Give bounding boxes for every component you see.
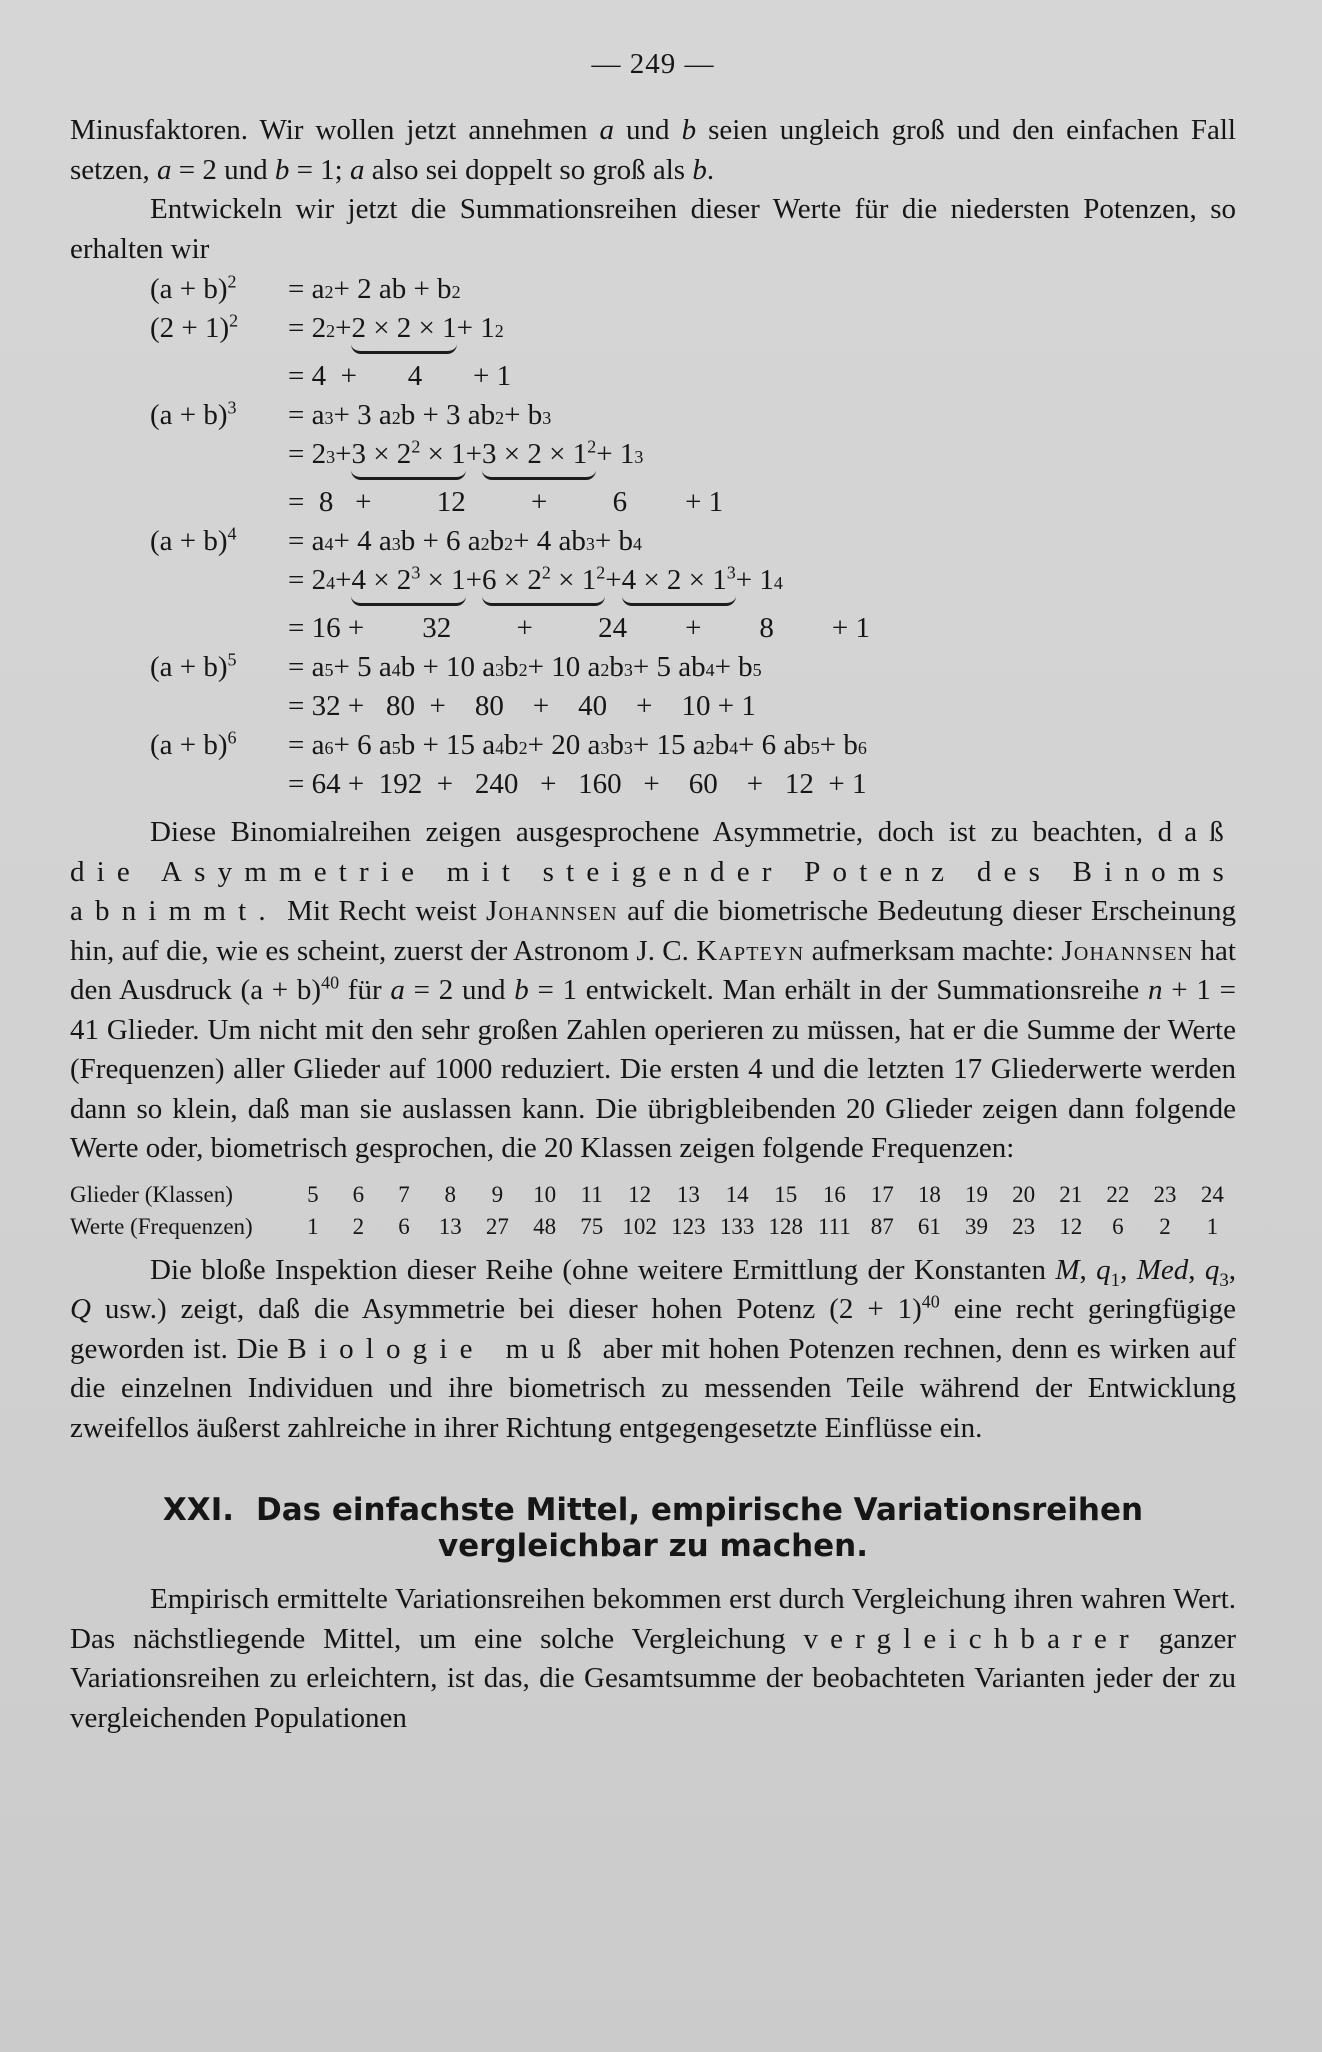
equation-row: [70, 525, 1236, 564]
paragraph-summation: Entwickeln wir jetzt die Summationsreihen dieser Werte für die niedersten Potenzen, so erhalten wir: [70, 193, 1236, 265]
class-number: 7: [398, 1181, 410, 1207]
class-number: 16: [822, 1181, 846, 1207]
equation-row: [70, 438, 1236, 486]
class-number: 8: [444, 1181, 457, 1207]
frequency-value: 123: [671, 1213, 706, 1239]
equation-rhs: = a 3 + 3 a 2 b + 3 ab 2 + b 3: [288, 399, 552, 431]
class-number: 6: [352, 1181, 365, 1207]
equation-row: [70, 486, 1236, 525]
equation-rhs: = 2 4 + $4 \times 2^3 \times 1$ + $6 \times 2^2 \times 1^2$ + $4 \times 2 \times 1^3$ + 1 4: [288, 564, 783, 606]
frequency-value: 48: [533, 1213, 557, 1239]
class-number: 17: [870, 1181, 894, 1207]
equation-lhs-exponent: 6: [227, 727, 237, 748]
equation-rhs: = a 6 + 6 a 5 b + 15 a 4 b 2 + 20 a 3 b 3 + 15 a 2 b 4 + 6 ab 5 + b 6: [288, 729, 867, 761]
table-row-frequencies: [70, 1211, 1236, 1243]
frequency-value: 111: [818, 1213, 851, 1239]
equation-rhs: = a 4 + 4 a 3 b + 6 a 2 b 2 + 4 ab 3 + b 4: [288, 525, 642, 557]
frequency-table: [70, 1179, 1236, 1243]
frequency-value: 39: [964, 1213, 988, 1239]
equation-lhs: [70, 651, 288, 684]
frequency-value: 61: [917, 1213, 941, 1239]
class-number: 24: [1200, 1181, 1224, 1207]
frequency-value: 133: [719, 1213, 755, 1239]
table-row-classes: [70, 1179, 1236, 1211]
class-number: 19: [964, 1181, 988, 1207]
equation-lhs-exponent: 2: [227, 271, 237, 292]
equation-row: [70, 399, 1236, 438]
equation-lhs-exponent: 4: [227, 523, 237, 544]
paragraph-inspection: Die bloße Inspektion dieser Reihe (ohne weitere Ermittlung der Konstanten M, $q_1$, Med, $q_3$, Q usw.) zeigt, daß die Asymmetrie bei dieser hohen Potenz $(2 + 1)^{40}$ eine recht geringfügige geworden ist. Die Biologie muß aber mit hohen Potenzen rechnen, denn es wirken auf die einzelnen Individuen und ihre biometrisch zu messenden Teile während der Entwicklung zweifellos äußerst zahlreiche in ihrer Richtung entgegengesetzte Einflüsse ein.: [70, 1253, 1237, 1444]
equation-row: [70, 564, 1236, 612]
equation-row: [70, 360, 1236, 399]
class-number: 10: [533, 1181, 557, 1207]
equation-row: [70, 273, 1236, 312]
frequency-value: 23: [1012, 1213, 1036, 1239]
equation-rhs: = a 5 + 5 a 4 b + 10 a 3 b 2 + 10 a 2 b 3 + 5 ab 4 + b 5: [288, 651, 762, 683]
frequency-value: 1: [1206, 1213, 1219, 1239]
equation-rhs: = 16 + 32 + 24 + 8 + 1: [288, 612, 871, 644]
class-number: 21: [1059, 1181, 1083, 1207]
class-number: 14: [725, 1181, 749, 1207]
equation-lhs-base: (a + b): [150, 273, 228, 305]
equation-row: [70, 690, 1236, 729]
equation-rhs: = 32 + 80 + 80 + 40 + 10 + 1: [288, 690, 756, 722]
equation-rhs: = 2 2 + 2 × 2 × 1 + 1 2: [288, 312, 504, 354]
equation-rhs: = 64 + 192 + 240 + 160 + 60 + 12 + 1: [288, 768, 867, 800]
class-number: 9: [491, 1181, 504, 1207]
equation-lhs-exponent: 3: [227, 397, 237, 418]
equation-lhs: [70, 273, 288, 306]
frequency-value: 1: [307, 1213, 319, 1239]
equation-lhs: [70, 312, 288, 345]
binomial-equations: [70, 273, 1236, 807]
section-number: XXI.: [162, 1492, 235, 1528]
frequency-value: 102: [622, 1213, 657, 1239]
paragraph-comparison: Empirisch ermittelte Variationsreihen bekommen erst durch Vergleichung ihren wahren Wert. Das nächstliegende Mittel, um eine solche Vergleichung vergleichbarer ganzer Variationsreihen zu erleichtern, ist das, die Gesamtsumme der beobachteten Varianten jeder der zu vergleichenden Populationen: [70, 1583, 1237, 1734]
section-title: Das einfachste Mittel, empirische Variationsreihen vergleichbar zu machen.: [256, 1492, 1144, 1564]
equation-lhs-exponent: 5: [227, 649, 237, 670]
frequency-value: 13: [438, 1213, 462, 1239]
equation-lhs-base: (a + b): [150, 525, 228, 557]
equation-row: [70, 651, 1236, 690]
equation-row: [70, 312, 1236, 360]
frequency-value: 87: [870, 1213, 894, 1239]
equation-lhs-base: (a + b): [150, 729, 228, 761]
class-number: 22: [1106, 1181, 1130, 1207]
frequency-value: 6: [398, 1213, 410, 1239]
class-number: 15: [774, 1181, 798, 1207]
page-number: — 249 —: [591, 48, 715, 80]
class-number: 20: [1012, 1181, 1036, 1207]
equation-rhs: = 8 + 12 + 6 + 1: [288, 486, 724, 518]
equation-row: [70, 768, 1236, 807]
class-number: 11: [580, 1181, 603, 1207]
class-number: 5: [307, 1181, 319, 1207]
equation-lhs-exponent: 2: [229, 310, 239, 331]
equation-lhs: [70, 729, 288, 762]
equation-lhs-base: (2 + 1): [150, 312, 230, 344]
frequency-value: 75: [580, 1213, 604, 1239]
frequency-value: 27: [485, 1213, 509, 1239]
frequency-value: 6: [1112, 1213, 1124, 1239]
row-label-frequencies: Werte (Frequenzen): [70, 1213, 253, 1239]
equation-rhs: = 4 + 4 + 1: [288, 360, 512, 392]
equation-lhs-base: (a + b): [150, 399, 228, 431]
equation-lhs: [70, 525, 288, 558]
row-label-classes: Glieder (Klassen): [70, 1181, 233, 1207]
class-number: 23: [1153, 1181, 1177, 1207]
paragraph-asymmetry: Diese Binomialreihen zeigen ausgesprochene Asymmetrie, doch ist zu beachten, daß die Asymmetrie mit steigender Potenz des Binoms abnimmt. Mit Recht weist Johannsen auf die biometrische Bedeutung dieser Erscheinung hin, auf die, wie es scheint, zuerst der Astronom J. C. Kapteyn aufmerksam machte: Johannsen hat den Ausdruck $(a + b)^{40}$ für a = 2 und b = 1 entwickelt. Man erhält in der Summationsreihe n + 1 = 41 Glieder. Um nicht mit den sehr großen Zahlen operieren zu müssen, hat er die Summe der Werte (Frequenzen) aller Glieder auf 1000 reduziert. Die ersten 4 und die letzten 17 Gliederwerte werden dann so klein, daß man sie auslassen kann. Die übrigbleibenden 20 Glieder zeigen dann folgende Werte oder, biometrisch gesprochen, die 20 Klassen zeigen folgende Frequenzen:: [70, 816, 1236, 1164]
frequency-value: 12: [1059, 1213, 1083, 1239]
equation-rhs: = a 2 + 2 ab + b 2: [288, 273, 461, 305]
equation-rhs: = 2 3 + $3 \times 2^2 \times 1$ + $3 \times 2 \times 1^2$ + 1 3: [288, 438, 643, 480]
paragraph-intro: Minusfaktoren. Wir wollen jetzt annehmen a und b seien ungleich groß und den einfachen Fall setzen, a = 2 und b = 1; a also sei doppelt so groß als b.: [70, 114, 1236, 186]
frequency-value: 2: [352, 1213, 365, 1239]
section-heading: [70, 1492, 1236, 1564]
equation-row: [70, 729, 1236, 768]
equation-lhs-base: (a + b): [150, 651, 228, 683]
equation-lhs: [70, 399, 288, 432]
frequency-value: 2: [1159, 1213, 1171, 1239]
equation-row: [70, 612, 1236, 651]
class-number: 12: [628, 1181, 652, 1207]
frequency-value: 128: [768, 1213, 804, 1239]
class-number: 13: [676, 1181, 700, 1207]
class-number: 18: [917, 1181, 941, 1207]
